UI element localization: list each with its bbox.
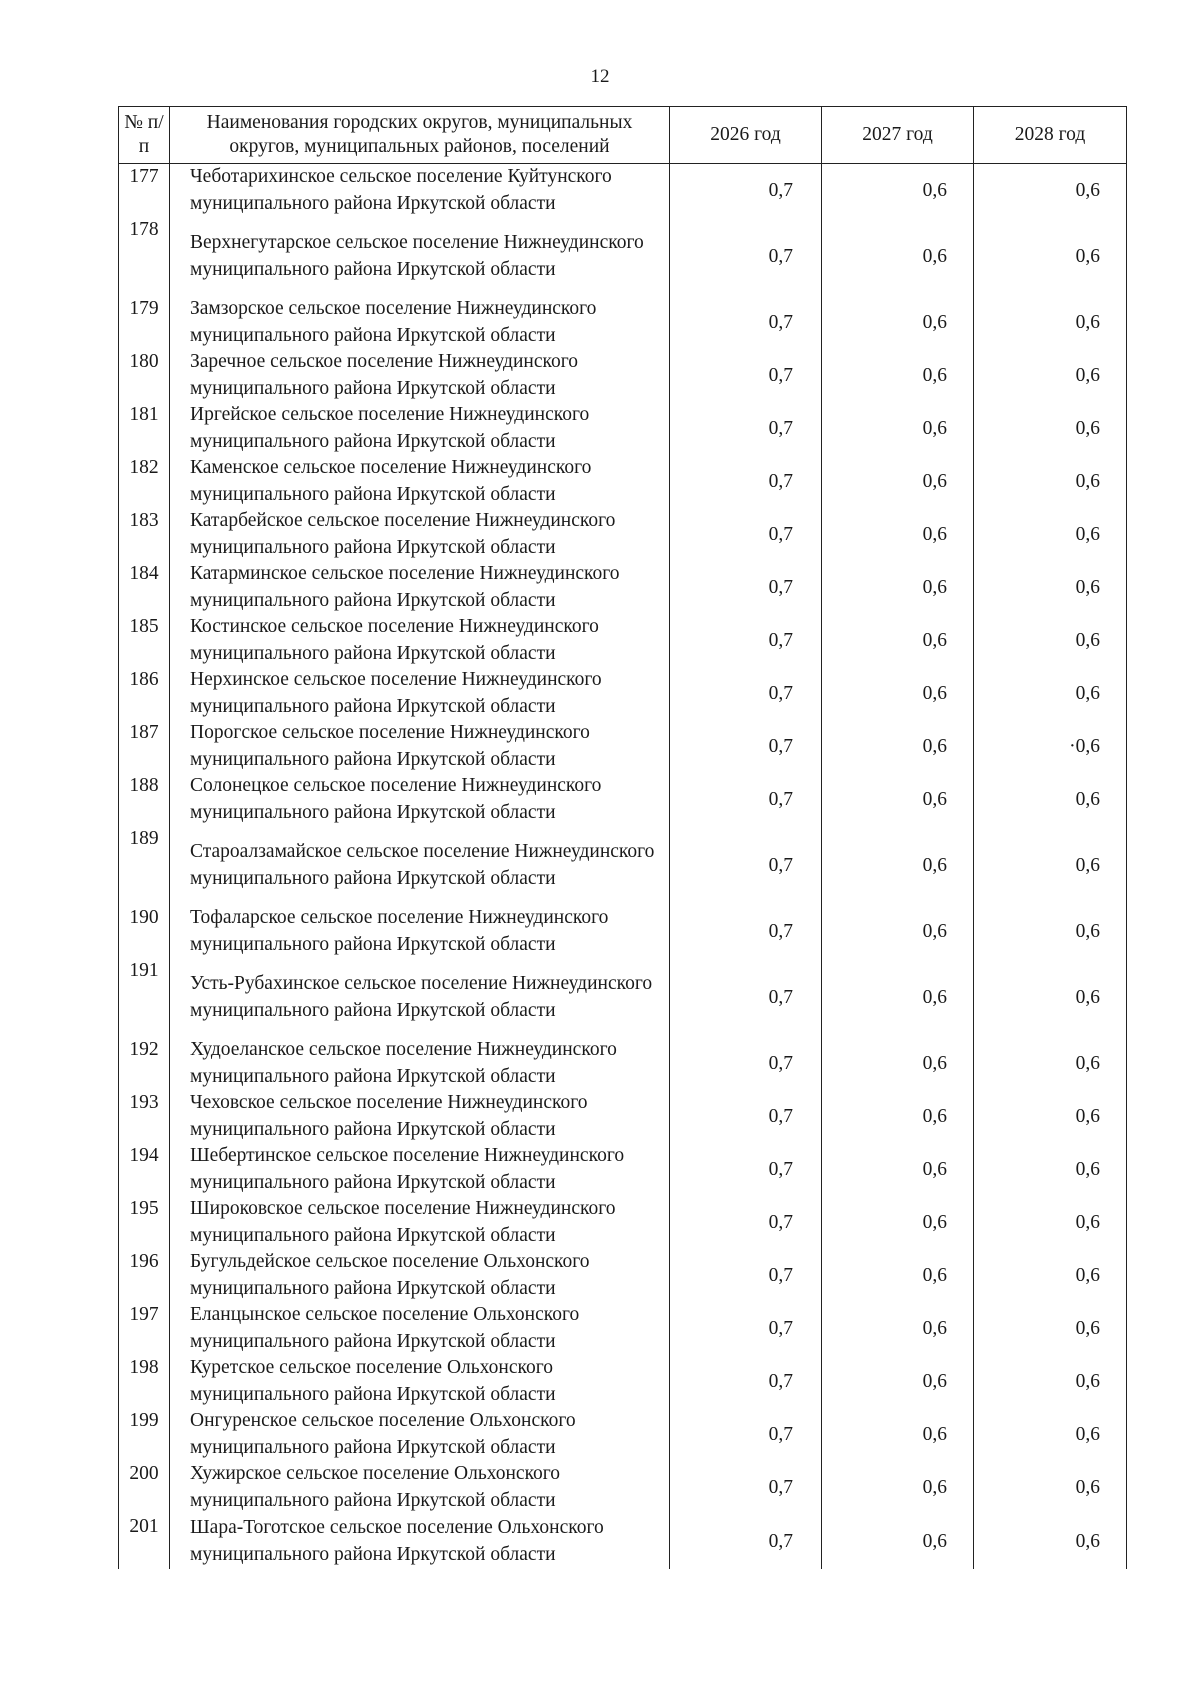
header-2028: 2028 год [974,107,1127,164]
row-value-2026: 0,7 [670,1037,822,1090]
table-row [119,958,1127,1037]
row-municipality-name: Усть-Рубахинское сельское поселение Нижнеудинского муниципального района Иркутской области [170,958,670,1037]
row-municipality-name: Нерхинское сельское поселение Нижнеудинского муниципального района Иркутской области [170,667,670,720]
row-value-2027: 0,6 [822,1461,974,1514]
row-value-2027: 0,6 [822,958,974,1037]
row-value-2027: 0,6 [822,1355,974,1408]
row-value-2026: 0,7 [670,667,822,720]
header-2027: 2027 год [822,107,974,164]
row-value-2026: 0,7 [670,614,822,667]
table-row [119,164,1127,218]
row-number: 197 [119,1302,170,1355]
row-value-2028: 0,6 [974,1514,1127,1569]
row-value-2027: 0,6 [822,164,974,218]
row-value-2027: 0,6 [822,1196,974,1249]
row-value-2027: 0,6 [822,455,974,508]
row-municipality-name: Замзорское сельское поселение Нижнеудинского муниципального района Иркутской области [170,296,670,349]
row-value-2028: 0,6 [974,217,1127,296]
row-value-2028: 0,6 [974,455,1127,508]
row-number: 200 [119,1461,170,1514]
row-municipality-name: Чеховское сельское поселение Нижнеудинского муниципального района Иркутской области [170,1090,670,1143]
row-municipality-name: Бугульдейское сельское поселение Ольхонского муниципального района Иркутской области [170,1249,670,1302]
row-municipality-name: Верхнегутарское сельское поселение Нижнеудинского муниципального района Иркутской области [170,217,670,296]
row-value-2028: 0,6 [974,1196,1127,1249]
table-row [119,614,1127,667]
table-row [119,1196,1127,1249]
row-value-2028: 0,6 [974,1037,1127,1090]
row-value-2028: 0,6 [974,164,1127,218]
row-value-2028: 0,6 [974,1408,1127,1461]
row-value-2026: 0,7 [670,402,822,455]
row-municipality-name: Шебертинское сельское поселение Нижнеудинского муниципального района Иркутской области [170,1143,670,1196]
row-municipality-name: Каменское сельское поселение Нижнеудинского муниципального района Иркутской области [170,455,670,508]
row-value-2028: ·0,6 [974,720,1127,773]
row-number: 187 [119,720,170,773]
row-value-2026: 0,7 [670,720,822,773]
row-value-2026: 0,7 [670,349,822,402]
row-value-2027: 0,6 [822,1408,974,1461]
row-value-2026: 0,7 [670,1302,822,1355]
table-row [119,455,1127,508]
coefficients-table [118,106,1127,1569]
row-number: 198 [119,1355,170,1408]
table-row [119,1355,1127,1408]
table-row [119,402,1127,455]
row-value-2028: 0,6 [974,1355,1127,1408]
page-number: 12 [590,66,610,87]
table-row [119,773,1127,826]
row-value-2028: 0,6 [974,296,1127,349]
row-municipality-name: Широковское сельское поселение Нижнеудинского муниципального района Иркутской области [170,1196,670,1249]
table-row [119,1037,1127,1090]
row-value-2026: 0,7 [670,1143,822,1196]
row-municipality-name: Куретское сельское поселение Ольхонского муниципального района Иркутской области [170,1355,670,1408]
row-value-2026: 0,7 [670,1355,822,1408]
row-municipality-name: Худоеланское сельское поселение Нижнеудинского муниципального района Иркутской области [170,1037,670,1090]
table-row [119,1408,1127,1461]
row-value-2027: 0,6 [822,720,974,773]
row-value-2027: 0,6 [822,1249,974,1302]
row-value-2027: 0,6 [822,1037,974,1090]
row-value-2026: 0,7 [670,508,822,561]
row-municipality-name: Тофаларское сельское поселение Нижнеудинского муниципального района Иркутской области [170,905,670,958]
row-value-2027: 0,6 [822,773,974,826]
table-row [119,1302,1127,1355]
row-municipality-name: Шара-Тоготское сельское поселение Ольхонского муниципального района Иркутской области [170,1514,670,1569]
row-value-2026: 0,7 [670,164,822,218]
row-value-2027: 0,6 [822,349,974,402]
row-value-2026: 0,7 [670,1249,822,1302]
row-value-2027: 0,6 [822,508,974,561]
row-number: 201 [119,1514,170,1569]
row-value-2027: 0,6 [822,217,974,296]
table-row [119,1249,1127,1302]
row-number: 183 [119,508,170,561]
row-value-2028: 0,6 [974,349,1127,402]
table-row [119,1461,1127,1514]
row-value-2026: 0,7 [670,561,822,614]
table-row [119,720,1127,773]
row-value-2026: 0,7 [670,296,822,349]
row-value-2026: 0,7 [670,905,822,958]
row-value-2026: 0,7 [670,1514,822,1569]
row-number: 178 [119,217,170,296]
row-number: 181 [119,402,170,455]
row-value-2026: 0,7 [670,1408,822,1461]
header-name: Наименования городских округов, муниципальных округов, муниципальных районов, поселений [170,107,670,164]
row-number: 182 [119,455,170,508]
row-value-2027: 0,6 [822,614,974,667]
row-value-2027: 0,6 [822,826,974,905]
row-number: 196 [119,1249,170,1302]
row-value-2027: 0,6 [822,1090,974,1143]
row-value-2028: 0,6 [974,1461,1127,1514]
header-2026: 2026 год [670,107,822,164]
row-number: 192 [119,1037,170,1090]
row-value-2027: 0,6 [822,667,974,720]
row-number: 195 [119,1196,170,1249]
row-value-2028: 0,6 [974,561,1127,614]
table-body [119,164,1127,1570]
row-value-2026: 0,7 [670,1196,822,1249]
row-value-2026: 0,7 [670,958,822,1037]
row-municipality-name: Заречное сельское поселение Нижнеудинского муниципального района Иркутской области [170,349,670,402]
table-row [119,1090,1127,1143]
row-number: 194 [119,1143,170,1196]
header-num: № п/п [119,107,170,164]
row-municipality-name: Чеботарихинское сельское поселение Куйтунского муниципального района Иркутской области [170,164,670,218]
row-number: 190 [119,905,170,958]
row-value-2028: 0,6 [974,1302,1127,1355]
table-row [119,217,1127,296]
row-value-2027: 0,6 [822,296,974,349]
row-value-2028: 0,6 [974,508,1127,561]
row-number: 189 [119,826,170,905]
row-value-2028: 0,6 [974,1249,1127,1302]
table-row [119,826,1127,905]
row-number: 186 [119,667,170,720]
row-value-2028: 0,6 [974,614,1127,667]
table-row [119,508,1127,561]
row-number: 193 [119,1090,170,1143]
row-value-2026: 0,7 [670,773,822,826]
row-value-2027: 0,6 [822,905,974,958]
row-municipality-name: Староалзамайское сельское поселение Нижнеудинского муниципального района Иркутской области [170,826,670,905]
row-number: 185 [119,614,170,667]
table-row [119,349,1127,402]
row-number: 188 [119,773,170,826]
row-municipality-name: Костинское сельское поселение Нижнеудинского муниципального района Иркутской области [170,614,670,667]
table-row [119,1143,1127,1196]
row-value-2027: 0,6 [822,1514,974,1569]
table-row [119,905,1127,958]
row-value-2028: 0,6 [974,958,1127,1037]
row-value-2028: 0,6 [974,826,1127,905]
row-value-2027: 0,6 [822,402,974,455]
row-municipality-name: Солонецкое сельское поселение Нижнеудинского муниципального района Иркутской области [170,773,670,826]
table-row [119,1514,1127,1569]
row-municipality-name: Порогское сельское поселение Нижнеудинского муниципального района Иркутской области [170,720,670,773]
table-row [119,561,1127,614]
row-municipality-name: Онгуренское сельское поселение Ольхонского муниципального района Иркутской области [170,1408,670,1461]
row-number: 180 [119,349,170,402]
row-value-2028: 0,6 [974,773,1127,826]
row-municipality-name: Еланцынское сельское поселение Ольхонского муниципального района Иркутской области [170,1302,670,1355]
row-value-2026: 0,7 [670,826,822,905]
row-value-2028: 0,6 [974,1090,1127,1143]
row-number: 199 [119,1408,170,1461]
row-number: 179 [119,296,170,349]
row-value-2026: 0,7 [670,1461,822,1514]
row-value-2028: 0,6 [974,402,1127,455]
row-value-2028: 0,6 [974,667,1127,720]
row-value-2027: 0,6 [822,561,974,614]
row-value-2028: 0,6 [974,1143,1127,1196]
table-header-row [119,107,1127,164]
row-municipality-name: Катарминское сельское поселение Нижнеудинского муниципального района Иркутской области [170,561,670,614]
row-municipality-name: Хужирское сельское поселение Ольхонского муниципального района Иркутской области [170,1461,670,1514]
row-municipality-name: Катарбейское сельское поселение Нижнеудинского муниципального района Иркутской области [170,508,670,561]
row-number: 184 [119,561,170,614]
row-number: 191 [119,958,170,1037]
row-value-2026: 0,7 [670,1090,822,1143]
row-municipality-name: Иргейское сельское поселение Нижнеудинского муниципального района Иркутской области [170,402,670,455]
row-value-2027: 0,6 [822,1302,974,1355]
row-value-2028: 0,6 [974,905,1127,958]
row-value-2026: 0,7 [670,217,822,296]
row-value-2027: 0,6 [822,1143,974,1196]
row-value-2026: 0,7 [670,455,822,508]
table-row [119,667,1127,720]
row-number: 177 [119,164,170,218]
table-row [119,296,1127,349]
